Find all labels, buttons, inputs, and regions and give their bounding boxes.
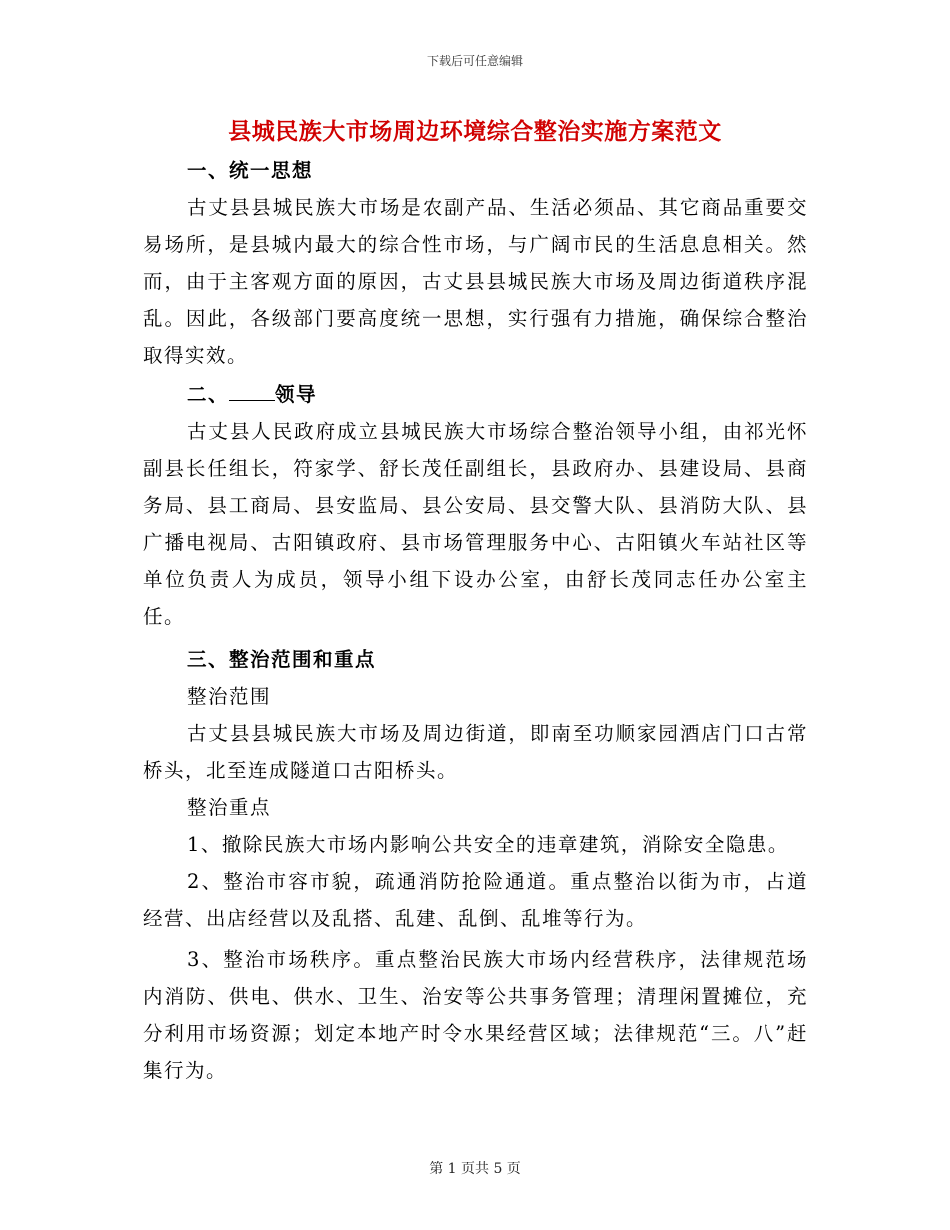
section-heading-2 — [143, 376, 808, 413]
section-heading-2-suffix: 领导 — [275, 383, 318, 406]
blank-underline — [229, 382, 275, 401]
page-footer: 第 1 页共 5 页 — [429, 1161, 521, 1177]
document-title: 县城民族大市场周边环境综合整治实施方案范文 — [228, 118, 722, 145]
document-body — [143, 150, 808, 1089]
section-2-paragraph: 古丈县人民政府成立县城民族大市场综合整治领导小组，由祁光怀副县长任组长，符家学、舒长茂任副组长，县政府办、县建设局、县商务局、县工商局、县安监局、县公安局、县交警大队、县消防大队、县广播电视局、古阳镇政府、县市场管理服务中心、古阳镇火车站社区等单位负责人为成员，领导小组下设办公室，由舒长茂同志任办公室主任。 — [143, 420, 808, 628]
focus-item-3: 3、整治市场秩序。重点整治民族大市场内经营秩序，法律规范场内消防、供电、供水、卫生、治安等公共事务管理；清理闲置摊位，充分利用市场资源；划定本地产时令水果经营区域；法律规范“三。八”赶集行为。 — [143, 948, 808, 1082]
scope-paragraph: 古丈县县城民族大市场及周边街道，即南至功顺家园酒店门口古常桥头，北至连成隧道口古阳桥头。 — [143, 722, 808, 782]
header-note: 下载后可任意编辑 — [426, 54, 523, 68]
focus-item-1: 1、撤除民族大市场内影响公共安全的违章建筑，消除安全隐患。 — [187, 833, 789, 856]
focus-item-2: 2、整治市容市貌，疏通消防抢险通道。重点整治以街为市，占道经营、出店经营以及乱搭、乱建、乱倒、乱堆等行为。 — [143, 870, 808, 930]
section-heading-2-prefix: 二、 — [187, 383, 230, 406]
section-1-paragraph: 古丈县县城民族大市场是农副产品、生活必须品、其它商品重要交易场所，是县城内最大的综合性市场，与广阔市民的生活息息相关。然而，由于主客观方面的原因，古丈县县城民族大市场及周边街道秩序混乱。因此，各级部门要高度统一思想，实行强有力措施，确保综合整治取得实效。 — [143, 196, 808, 367]
section-heading-3: 三、整治范围和重点 — [187, 648, 377, 671]
subheading-focus: 整治重点 — [187, 796, 272, 819]
subheading-scope: 整治范围 — [187, 685, 272, 708]
section-heading-1: 一、统一思想 — [187, 159, 314, 182]
